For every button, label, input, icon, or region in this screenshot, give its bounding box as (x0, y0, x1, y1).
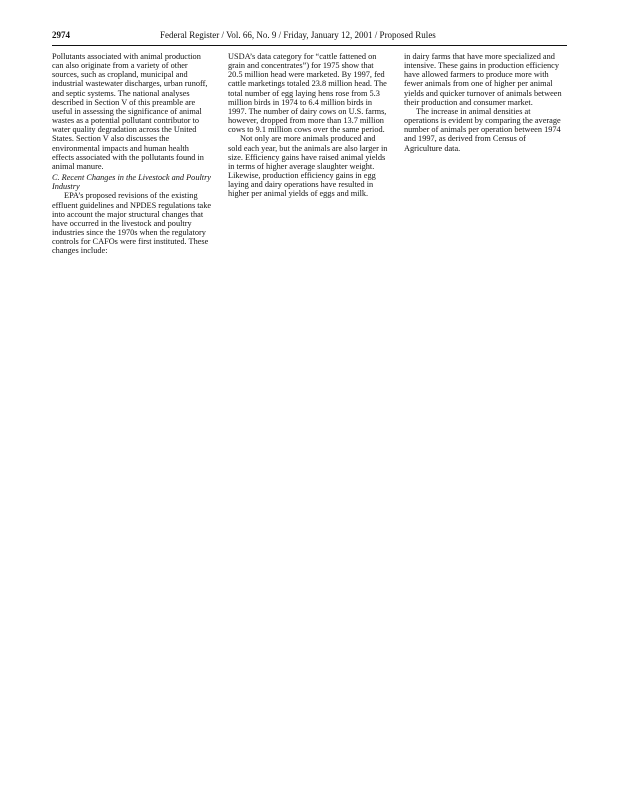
paragraph: Not only are more animals produced and sold each year, but the animals are also larger in size. Efficiency gains have raised animal yields in terms of higher average slaughter weight. Likewise, production efficiency gains in egg laying and dairy operations have resulted in higher per animal yields of eggs and milk. (228, 134, 388, 199)
text-column-2 (228, 52, 388, 787)
paragraph: Pollutants associated with animal production can also originate from a variety of other sources, such as cropland, municipal and industrial wastewater discharges, urban runoff, and septic systems. The national analyses described in Section V of this preamble are useful in assessing the significance of animal wastes as a potential pollutant contributor to water quality degradation across the United States. Section V also discusses the environmental impacts and human health effects associated with the pollutants found in animal manure. (52, 52, 208, 171)
running-head: Federal Register / Vol. 66, No. 9 / Friday, January 12, 2001 / Proposed Rules (160, 30, 436, 40)
page-number: 2974 (52, 30, 70, 40)
paragraph: USDA’s data category for “cattle fattened on grain and concentrates”) for 1975 show that 20.5 million head were marketed. By 1997, fed cattle marketings totaled 23.8 million head. The total number of egg laying hens rose from 5.3 million birds in 1974 to 6.4 million birds in 1997. The number of dairy cows on U.S. farms, however, dropped from more than 13.7 million cows to 9.1 million cows over the same period. (228, 52, 387, 135)
paragraph: EPA’s proposed revisions of the existing effluent guidelines and NPDES regulations take into account the major structural changes that have occurred in the livestock and poultry industries since the 1970s when the regulatory controls for CAFOs were first instituted. These changes include: (52, 191, 212, 256)
text-column-1 (52, 52, 212, 787)
header-rule (52, 45, 567, 46)
text-column-3 (404, 52, 564, 787)
paragraph: The increase in animal densities at operations is evident by comparing the average number of animals per operation between 1974 and 1997, as derived from Census of Agriculture data. (404, 106, 561, 153)
paragraph: in dairy farms that have more specialized and intensive. These gains in production efficiency have allowed farmers to produce more with fewer animals from one of higher per animal yields and quicker turnover of animals between their production and consumer market. (404, 52, 562, 107)
section-heading: C. Recent Changes in the Livestock and Poultry Industry (52, 173, 211, 192)
page-header (52, 30, 567, 44)
